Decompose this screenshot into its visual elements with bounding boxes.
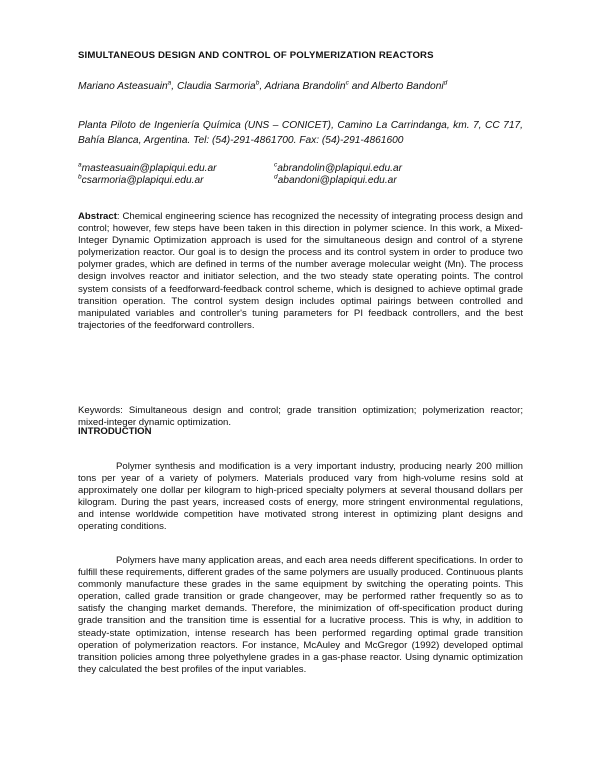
author-superscript: a [167, 79, 172, 87]
keywords: Keywords: Simultaneous design and control; grade transition optimization; polymerization reactor; mixed-integer dynamic optimization. [78, 405, 523, 429]
author-superscript: d [443, 79, 448, 87]
paper-title: SIMULTANEOUS DESIGN AND CONTROL OF POLYMERIZATION REACTORS [78, 50, 434, 61]
email-entry [78, 175, 217, 187]
email-entry [78, 163, 217, 175]
abstract-text: : Chemical engineering science has recognized the necessity of integrating process design and control; however, few steps have been taken in this direction in polymer science. In this work, a Mixed-Integer Dynamic Optimization approach is used for the simultaneous design and control of a styrene polymerization reactor. Our goal is to design the process and its control system in order to produce two polymer grades, which are defined in terms of the number average molecular weight (Mn). The process design involves reactor and initiator selection, and the two steady state operating points. The control system consists of a feedforward-feedback control scheme, which is designed to achieve optimal grade transition operation. The control system design includes optimal pairings between controlled and manipulated variables and controller's tuning parameters for PI feedback controllers, and the best trajectories of the feedforward controllers. [78, 211, 523, 331]
section-heading-introduction: INTRODUCTION [78, 426, 152, 437]
body-paragraph: Polymers have many application areas, and each area needs different specifications. In order to fulfill these requirements, different grades of the same polymers are usually produced. Continuous plants commonly manufacture these grades in the same equipment by switching the operating points. This operation, called grade transition or grade changeover, may be performed rather frequently so as to satisfy the changing market demands. Therefore, the minimization of off-specification product during grade transition and the transition time is essential for a lucrative process. This is why, in addition to steady-state optimization, intense research has been performed regarding optimal grade transition operation of polymerization reactors. For instance, McAuley and McGregor (1992) developed optimal transition policies among three polyethylene grades in a gas-phase reactor. Using dynamic optimization they calculated the best profiles of the input variables. [78, 555, 523, 675]
author-separator: , [171, 81, 177, 92]
email-superscript: d [274, 174, 278, 182]
author-name: Mariano Asteasuain [78, 81, 168, 92]
email-entry [274, 175, 402, 187]
author-superscript: c [345, 79, 349, 87]
email-address[interactable]: abandoni@plapiqui.edu.ar [277, 175, 397, 187]
email-superscript: c [274, 161, 278, 169]
body-paragraph: Polymer synthesis and modification is a very important industry, producing nearly 200 million tons per year of a variety of polymers. Materials produced vary from high-volume resins sold at approximately one dollar per kilogram to high-priced specialty polymers at several thousand dollars per kilogram. During the past years, increased costs of energy, more stringent environmental regulations, and intense worldwide competition have motivated strong interest in optimizing plant designs and operating conditions. [78, 461, 523, 533]
email-address[interactable]: csarmoria@plapiqui.edu.ar [81, 175, 204, 187]
author-name: Claudia Sarmoria [176, 81, 256, 92]
affiliation: Planta Piloto de Ingeniería Química (UNS – CONICET), Camino La Carrindanga, km. 7, CC 717, Bahía Blanca, Argentina. Tel: (54)-291-4861700. Fax: (54)-291-4861600 [78, 120, 523, 146]
email-entry [274, 163, 402, 175]
abstract-label: Abstract [78, 211, 117, 222]
author-superscript: b [255, 79, 260, 87]
email-column-left [78, 163, 217, 188]
abstract [78, 211, 523, 332]
email-address[interactable]: masteasuain@plapiqui.edu.ar [81, 163, 217, 174]
email-superscript: b [78, 174, 82, 182]
author-name: Alberto Bandoni [371, 81, 444, 92]
author-separator: , [259, 81, 265, 92]
author-separator: and [348, 81, 372, 92]
email-address[interactable]: abrandolin@plapiqui.edu.ar [277, 163, 403, 174]
author-list [78, 81, 447, 92]
email-column-right [274, 163, 402, 188]
email-superscript: a [78, 161, 82, 169]
author-name: Adriana Brandolin [264, 81, 346, 92]
